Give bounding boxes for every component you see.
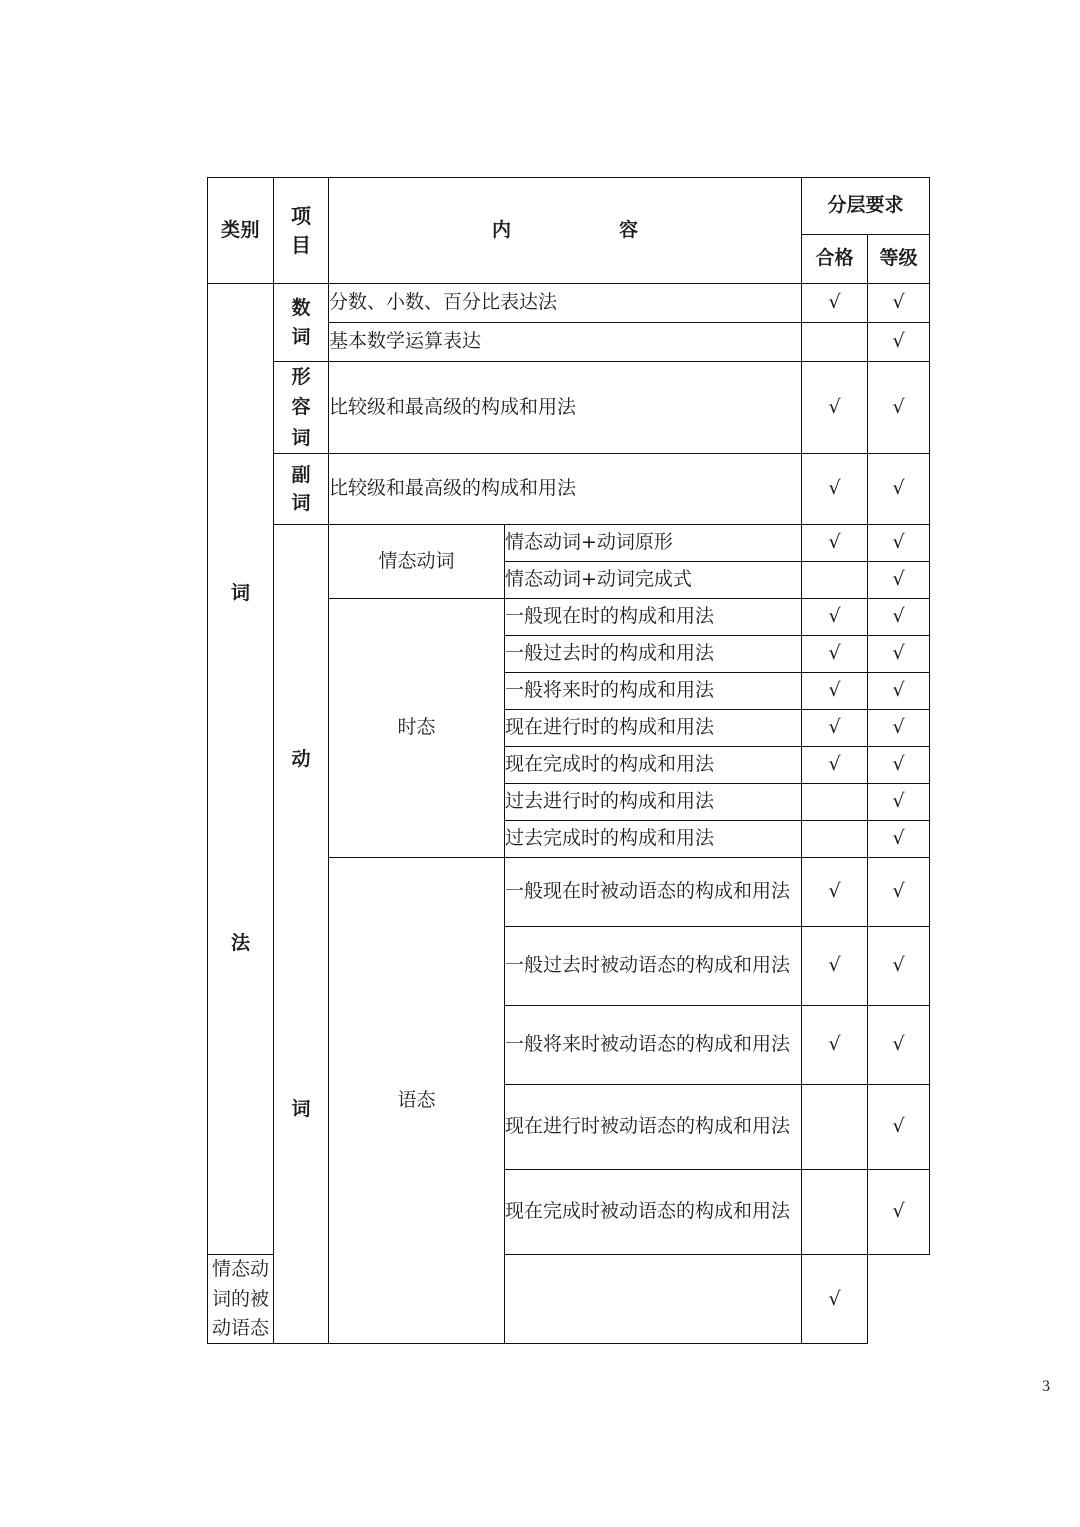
header-grade: 等级 bbox=[868, 235, 930, 284]
item-adjective bbox=[274, 362, 329, 454]
mark-pass bbox=[802, 784, 868, 821]
mark-pass: √ bbox=[802, 636, 868, 673]
mark-grade: √ bbox=[868, 284, 930, 323]
mark-pass bbox=[802, 821, 868, 858]
content-cell: 一般过去时被动语态的构成和用法 bbox=[505, 927, 802, 1006]
item-adverb-line2: 词 bbox=[291, 492, 311, 515]
mark-pass: √ bbox=[802, 525, 868, 562]
mark-pass: √ bbox=[802, 747, 868, 784]
mark-pass: √ bbox=[802, 454, 868, 525]
subgroup-modal-verb: 情态动词 bbox=[329, 525, 505, 599]
mark-grade: √ bbox=[868, 1170, 930, 1255]
content-cell: 情态动词+动词原形 bbox=[505, 525, 802, 562]
mark-grade: √ bbox=[868, 636, 930, 673]
mark-grade: √ bbox=[868, 525, 930, 562]
content-cell: 现在完成时的构成和用法 bbox=[505, 747, 802, 784]
table-row bbox=[208, 284, 930, 323]
item-adjective-line2: 容 bbox=[291, 396, 311, 419]
content-cell: 情态动词的被动语态 bbox=[208, 1255, 274, 1344]
item-verb bbox=[274, 525, 329, 1344]
table-row bbox=[208, 362, 930, 454]
mark-grade: √ bbox=[802, 1255, 868, 1344]
category-morphology-line1: 词 bbox=[230, 582, 250, 605]
mark-grade: √ bbox=[868, 927, 930, 1006]
content-cell: 现在完成时被动语态的构成和用法 bbox=[505, 1170, 802, 1255]
header-content-right: 容 bbox=[619, 218, 639, 241]
item-verb-stack bbox=[274, 584, 328, 1284]
grammar-requirements-table bbox=[207, 177, 930, 1344]
mark-pass bbox=[802, 1085, 868, 1170]
mark-pass: √ bbox=[802, 284, 868, 323]
mark-pass: √ bbox=[802, 673, 868, 710]
content-cell: 现在进行时被动语态的构成和用法 bbox=[505, 1085, 802, 1170]
subgroup-tense: 时态 bbox=[329, 599, 505, 858]
mark-grade: √ bbox=[868, 599, 930, 636]
mark-pass: √ bbox=[802, 710, 868, 747]
mark-grade: √ bbox=[868, 673, 930, 710]
category-morphology-stack bbox=[208, 419, 273, 1119]
table-row bbox=[208, 454, 930, 525]
mark-pass: √ bbox=[802, 1006, 868, 1085]
content-cell: 基本数学运算表达 bbox=[329, 323, 802, 362]
mark-grade: √ bbox=[868, 747, 930, 784]
page-number: 3 bbox=[1042, 1378, 1050, 1395]
category-morphology-line2: 法 bbox=[230, 932, 250, 955]
content-cell: 过去进行时的构成和用法 bbox=[505, 784, 802, 821]
content-cell: 分数、小数、百分比表达法 bbox=[329, 284, 802, 323]
item-verb-line2: 词 bbox=[291, 1097, 311, 1120]
mark-pass: √ bbox=[802, 858, 868, 927]
grammar-requirements-table-wrapper bbox=[207, 177, 929, 1344]
item-adverb-line1: 副 bbox=[291, 463, 311, 486]
header-item-line1: 项 bbox=[291, 203, 311, 228]
mark-pass bbox=[802, 1170, 868, 1255]
mark-pass bbox=[802, 323, 868, 362]
mark-grade: √ bbox=[868, 710, 930, 747]
item-numeral-line1: 数 bbox=[291, 297, 311, 319]
content-cell: 情态动词+动词完成式 bbox=[505, 562, 802, 599]
content-cell: 比较级和最高级的构成和用法 bbox=[329, 362, 802, 454]
item-verb-line1: 动 bbox=[291, 747, 311, 770]
table-row bbox=[208, 525, 930, 562]
item-numeral-line2: 词 bbox=[291, 325, 311, 348]
content-cell: 一般现在时被动语态的构成和用法 bbox=[505, 858, 802, 927]
mark-pass: √ bbox=[802, 362, 868, 454]
mark-grade: √ bbox=[868, 821, 930, 858]
header-item-line2: 目 bbox=[291, 232, 311, 257]
content-cell: 过去完成时的构成和用法 bbox=[505, 821, 802, 858]
mark-grade: √ bbox=[868, 1085, 930, 1170]
content-cell: 一般将来时的构成和用法 bbox=[505, 673, 802, 710]
item-adjective-line1: 形 bbox=[291, 366, 311, 388]
content-cell: 一般过去时的构成和用法 bbox=[505, 636, 802, 673]
content-cell: 比较级和最高级的构成和用法 bbox=[329, 454, 802, 525]
category-morphology bbox=[208, 284, 274, 1255]
header-item bbox=[274, 178, 329, 284]
header-content bbox=[329, 178, 802, 284]
mark-pass: √ bbox=[802, 599, 868, 636]
mark-grade: √ bbox=[868, 858, 930, 927]
mark-pass bbox=[505, 1255, 802, 1344]
mark-grade: √ bbox=[868, 323, 930, 362]
mark-grade: √ bbox=[868, 784, 930, 821]
mark-grade: √ bbox=[868, 562, 930, 599]
content-cell: 一般现在时的构成和用法 bbox=[505, 599, 802, 636]
item-adverb bbox=[274, 454, 329, 525]
item-numeral bbox=[274, 284, 329, 362]
subgroup-voice: 语态 bbox=[329, 858, 505, 1344]
header-pass: 合格 bbox=[802, 235, 868, 284]
header-category: 类别 bbox=[208, 178, 274, 284]
mark-pass bbox=[802, 562, 868, 599]
item-adjective-line3: 词 bbox=[291, 426, 311, 449]
content-cell: 一般将来时被动语态的构成和用法 bbox=[505, 1006, 802, 1085]
mark-grade: √ bbox=[868, 1006, 930, 1085]
header-content-left: 内 bbox=[491, 218, 511, 241]
mark-pass: √ bbox=[802, 927, 868, 1006]
table-header-row-1 bbox=[208, 178, 930, 235]
mark-grade: √ bbox=[868, 362, 930, 454]
content-cell: 现在进行时的构成和用法 bbox=[505, 710, 802, 747]
mark-grade: √ bbox=[868, 454, 930, 525]
header-tier-requirement: 分层要求 bbox=[802, 178, 930, 235]
